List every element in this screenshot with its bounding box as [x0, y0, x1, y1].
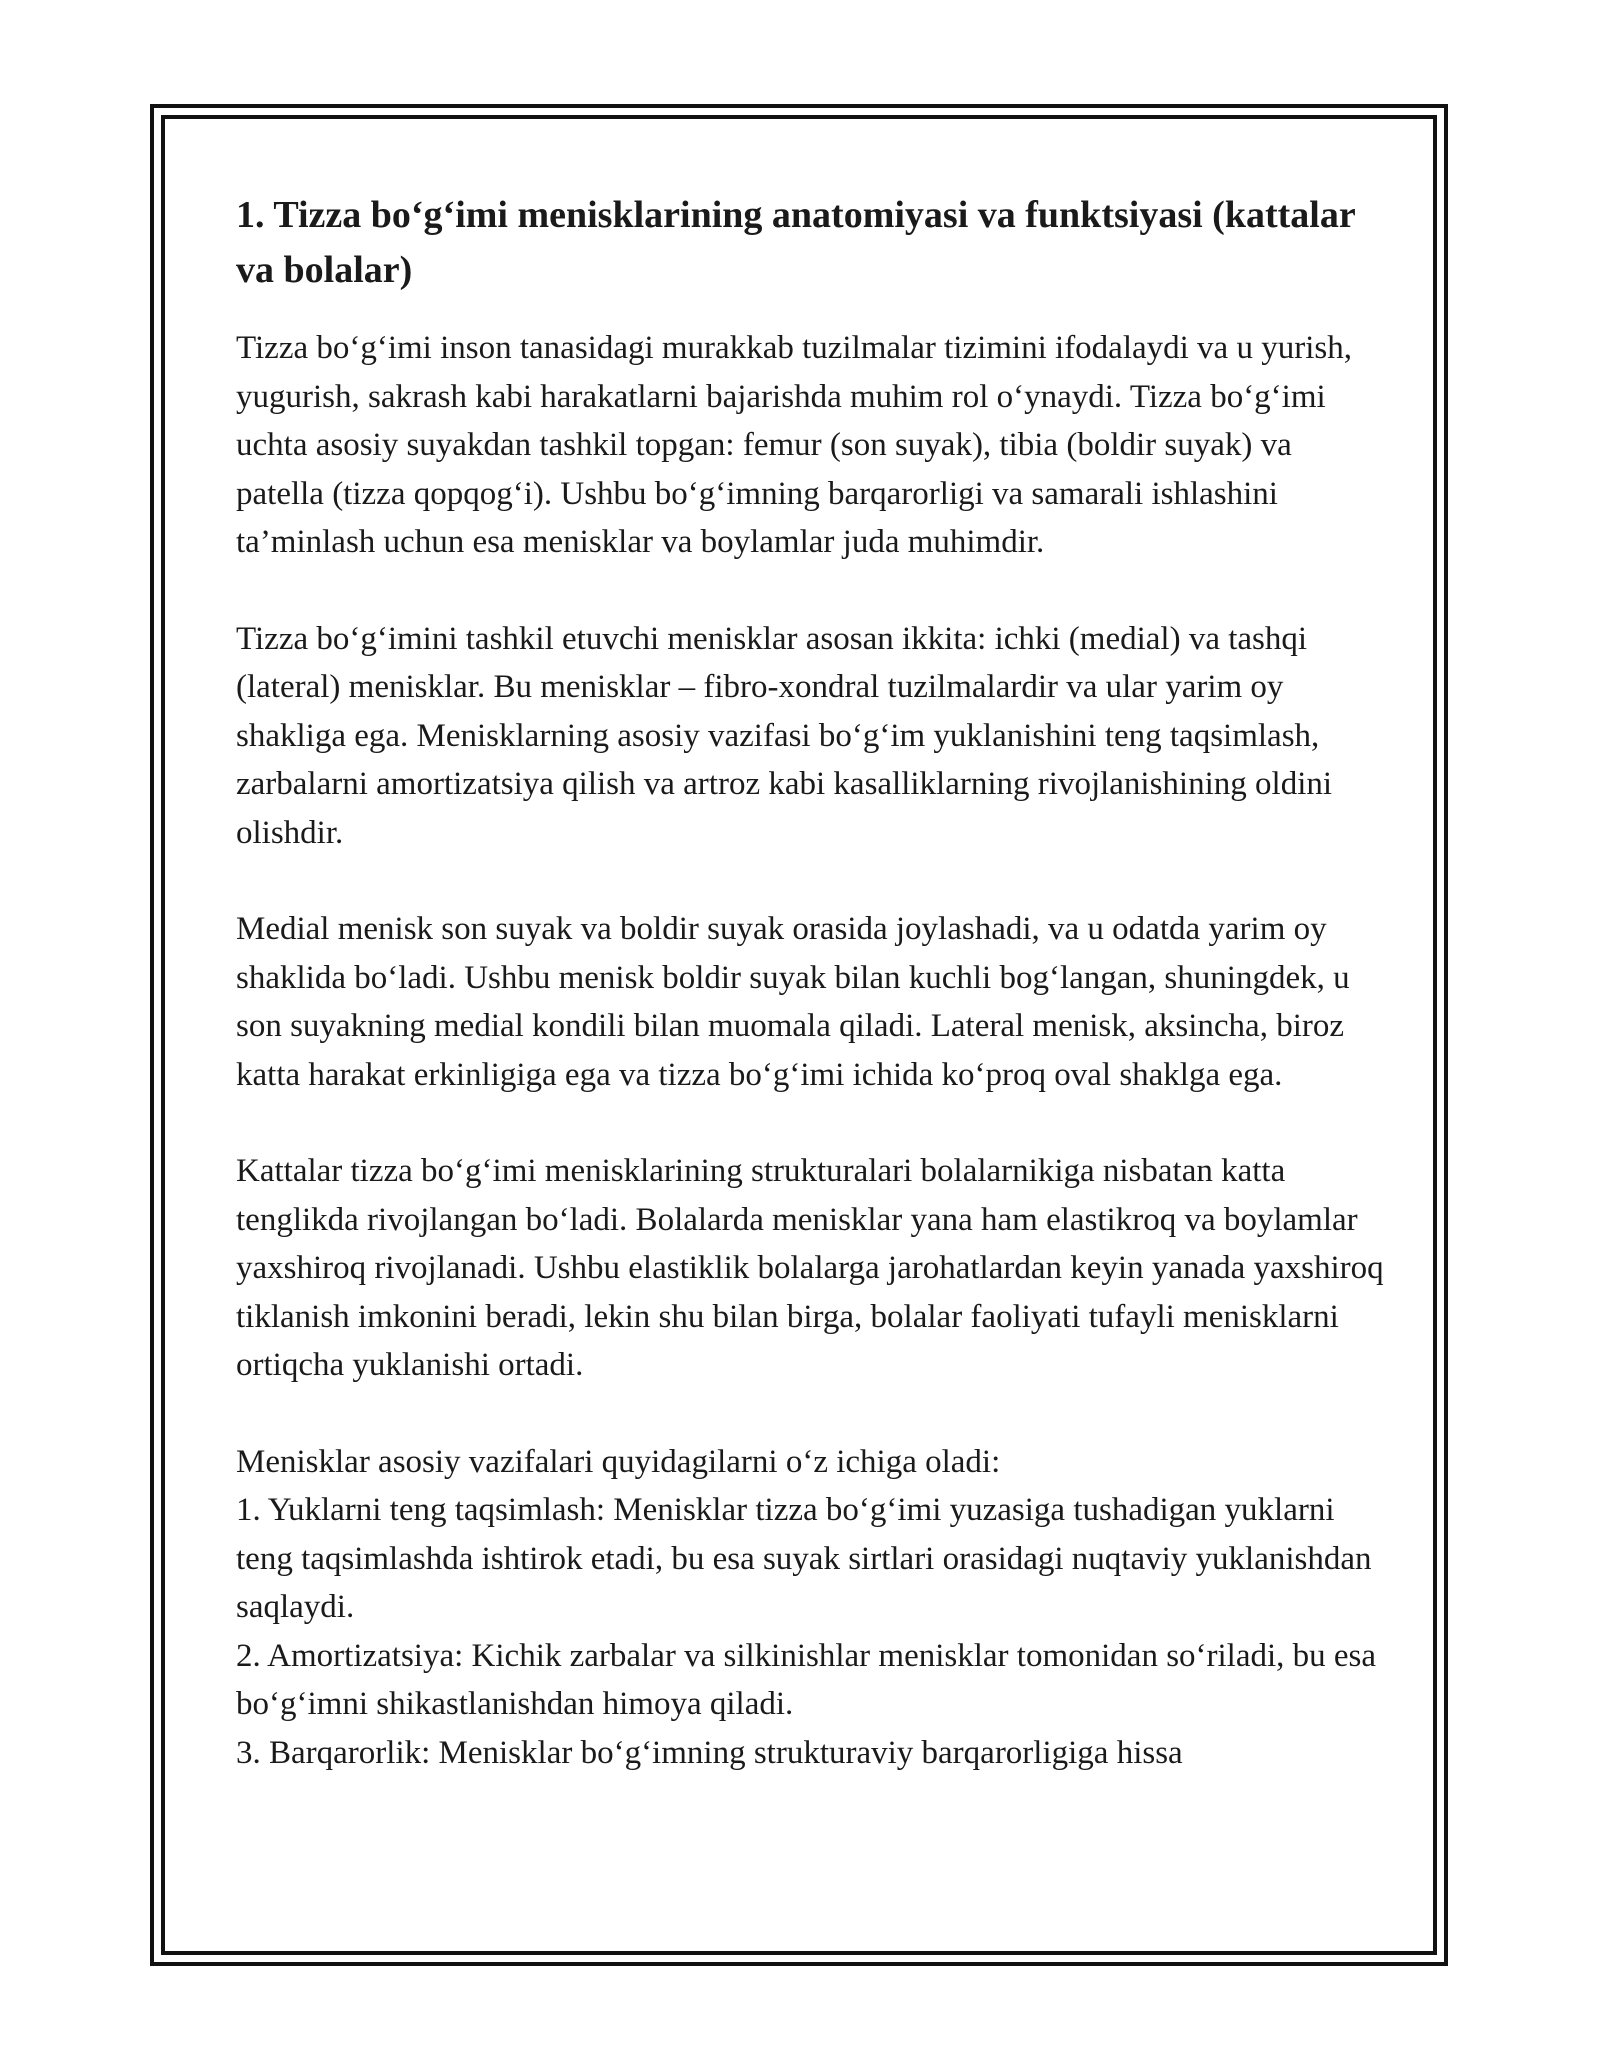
list-item-shock-absorption: 2. Amortizatsiya: Kichik zarbalar va silkinishlar menisklar tomonidan so‘riladi, bu esa bo‘g‘imni shikastlanishdan himoya qiladi. — [236, 1637, 1377, 1722]
paragraph-intro: Tizza bo‘g‘imi inson tanasidagi murakkab tuzilmalar tizimini ifodalaydi va u yurish, yugurish, sakrash kabi harakatlarni bajarishda muhim rol o‘ynaydi. Tizza bo‘g‘imi uchta asosiy suyakdan tashkil topgan: femur (son suyak), tibia (boldir suyak) va patella (tizza qopqog‘i). Ushbu bo‘g‘imning barqarorligi va samarali ishlashini ta’minlash uchun esa menisklar va boylamlar juda muhimdir. — [236, 330, 1352, 560]
paragraph-medial-lateral: Medial menisk son suyak va boldir suyak orasida joylashadi, va u odatda yarim oy shaklida bo‘ladi. Ushbu menisk boldir suyak bilan kuchli bog‘langan, shuningdek, u son suyakning medial kondili bilan muomala qiladi. Lateral menisk, aksincha, biroz katta harakat erkinligiga ega va tizza bo‘g‘imi ichida ko‘proq oval shaklga ega. — [236, 911, 1350, 1093]
list-item-stability: 3. Barqarorlik: Menisklar bo‘g‘imning strukturaviy barqarorligiga hissa — [236, 1734, 1183, 1771]
paragraph-adults-children: Kattalar tizza bo‘g‘imi menisklarining strukturalari bolalarnikiga nisbatan katta tenglikda rivojlangan bo‘ladi. Bolalarda menisklar yana ham elastikroq va boylamlar yaxshiroq rivojlanadi. Ushbu elastiklik bolalarga jarohatlardan keyin yanada yaxshiroq tiklanish imkonini beradi, lekin shu bilan birga, bolalar faoliyati tufayli menisklarni ortiqcha yuklanishi ortadi. — [236, 1153, 1384, 1383]
paragraph-menisci-types: Tizza bo‘g‘imini tashkil etuvchi menisklar asosan ikkita: ichki (medial) va tashqi (lateral) menisklar. Bu menisklar – fibro-xondral tuzilmalardir va ular yarim oy shakliga ega. Menisklarning asosiy vazifasi bo‘g‘im yuklanishini teng taqsimlash, zarbalarni amortizatsiya qilish va artroz kabi kasalliklarning rivojlanishining oldini olishdir. — [236, 620, 1333, 851]
section-heading: 1. Tizza bo‘g‘imi menisklarining anatomiyasi va funktsiyasi (kattalar va bolalar) — [236, 194, 1355, 291]
list-intro: Menisklar asosiy vazifalari quyidagilarni o‘z ichiga oladi: — [236, 1443, 1001, 1480]
list-item-load-distribution: 1. Yuklarni teng taqsimlash: Menisklar tizza bo‘g‘imi yuzasiga tushadigan yuklarni teng taqsimlashda ishtirok etadi, bu esa suyak sirtlari orasidagi nuqtaviy yuklanishdan saqlaydi. — [236, 1492, 1372, 1625]
document-body — [236, 188, 1386, 1777]
functions-list — [236, 1438, 1386, 1778]
